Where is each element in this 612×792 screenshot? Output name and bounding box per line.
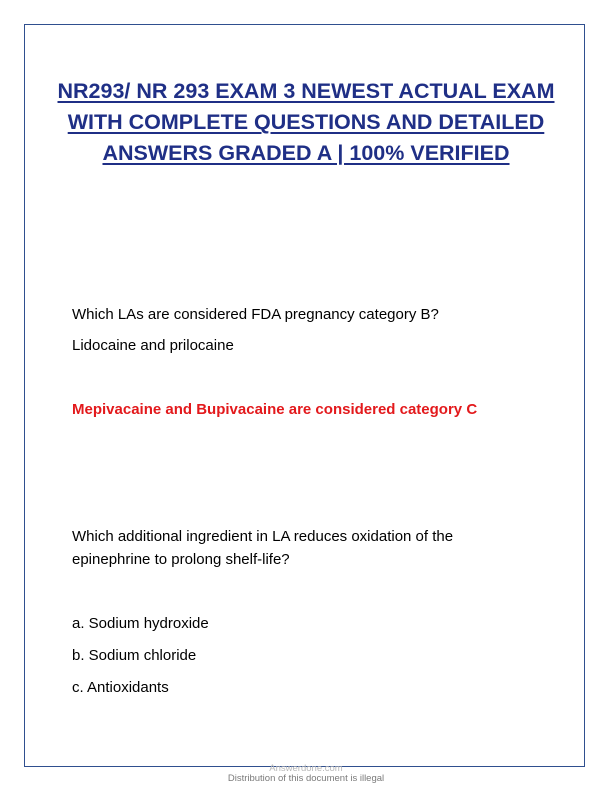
option-c: c. Antioxidants (72, 679, 169, 696)
option-a: a. Sodium hydroxide (72, 615, 209, 632)
answer-1: Lidocaine and prilocaine (72, 337, 234, 354)
question-2-line-1: Which additional ingredient in LA reduces oxidation of the (72, 528, 454, 545)
footer-watermark: Answerdone.com (269, 763, 343, 774)
question-1: Which LAs are considered FDA pregnancy category B? (72, 306, 439, 323)
document-title: NR293/ NR 293 EXAM 3 NEWEST ACTUAL EXAM WITH COMPLETE QUESTIONS AND DETAILED ANSWERS GRADED A | 100% VERIFIED (57, 79, 555, 165)
option-b: b. Sodium chloride (72, 647, 197, 664)
question-2-line-2: epinephrine to prolong shelf-life? (72, 551, 290, 568)
footer-notice: Distribution of this document is illegal (227, 773, 385, 784)
answer-1-note: Mepivacaine and Bupivacaine are considered category C (72, 401, 478, 418)
